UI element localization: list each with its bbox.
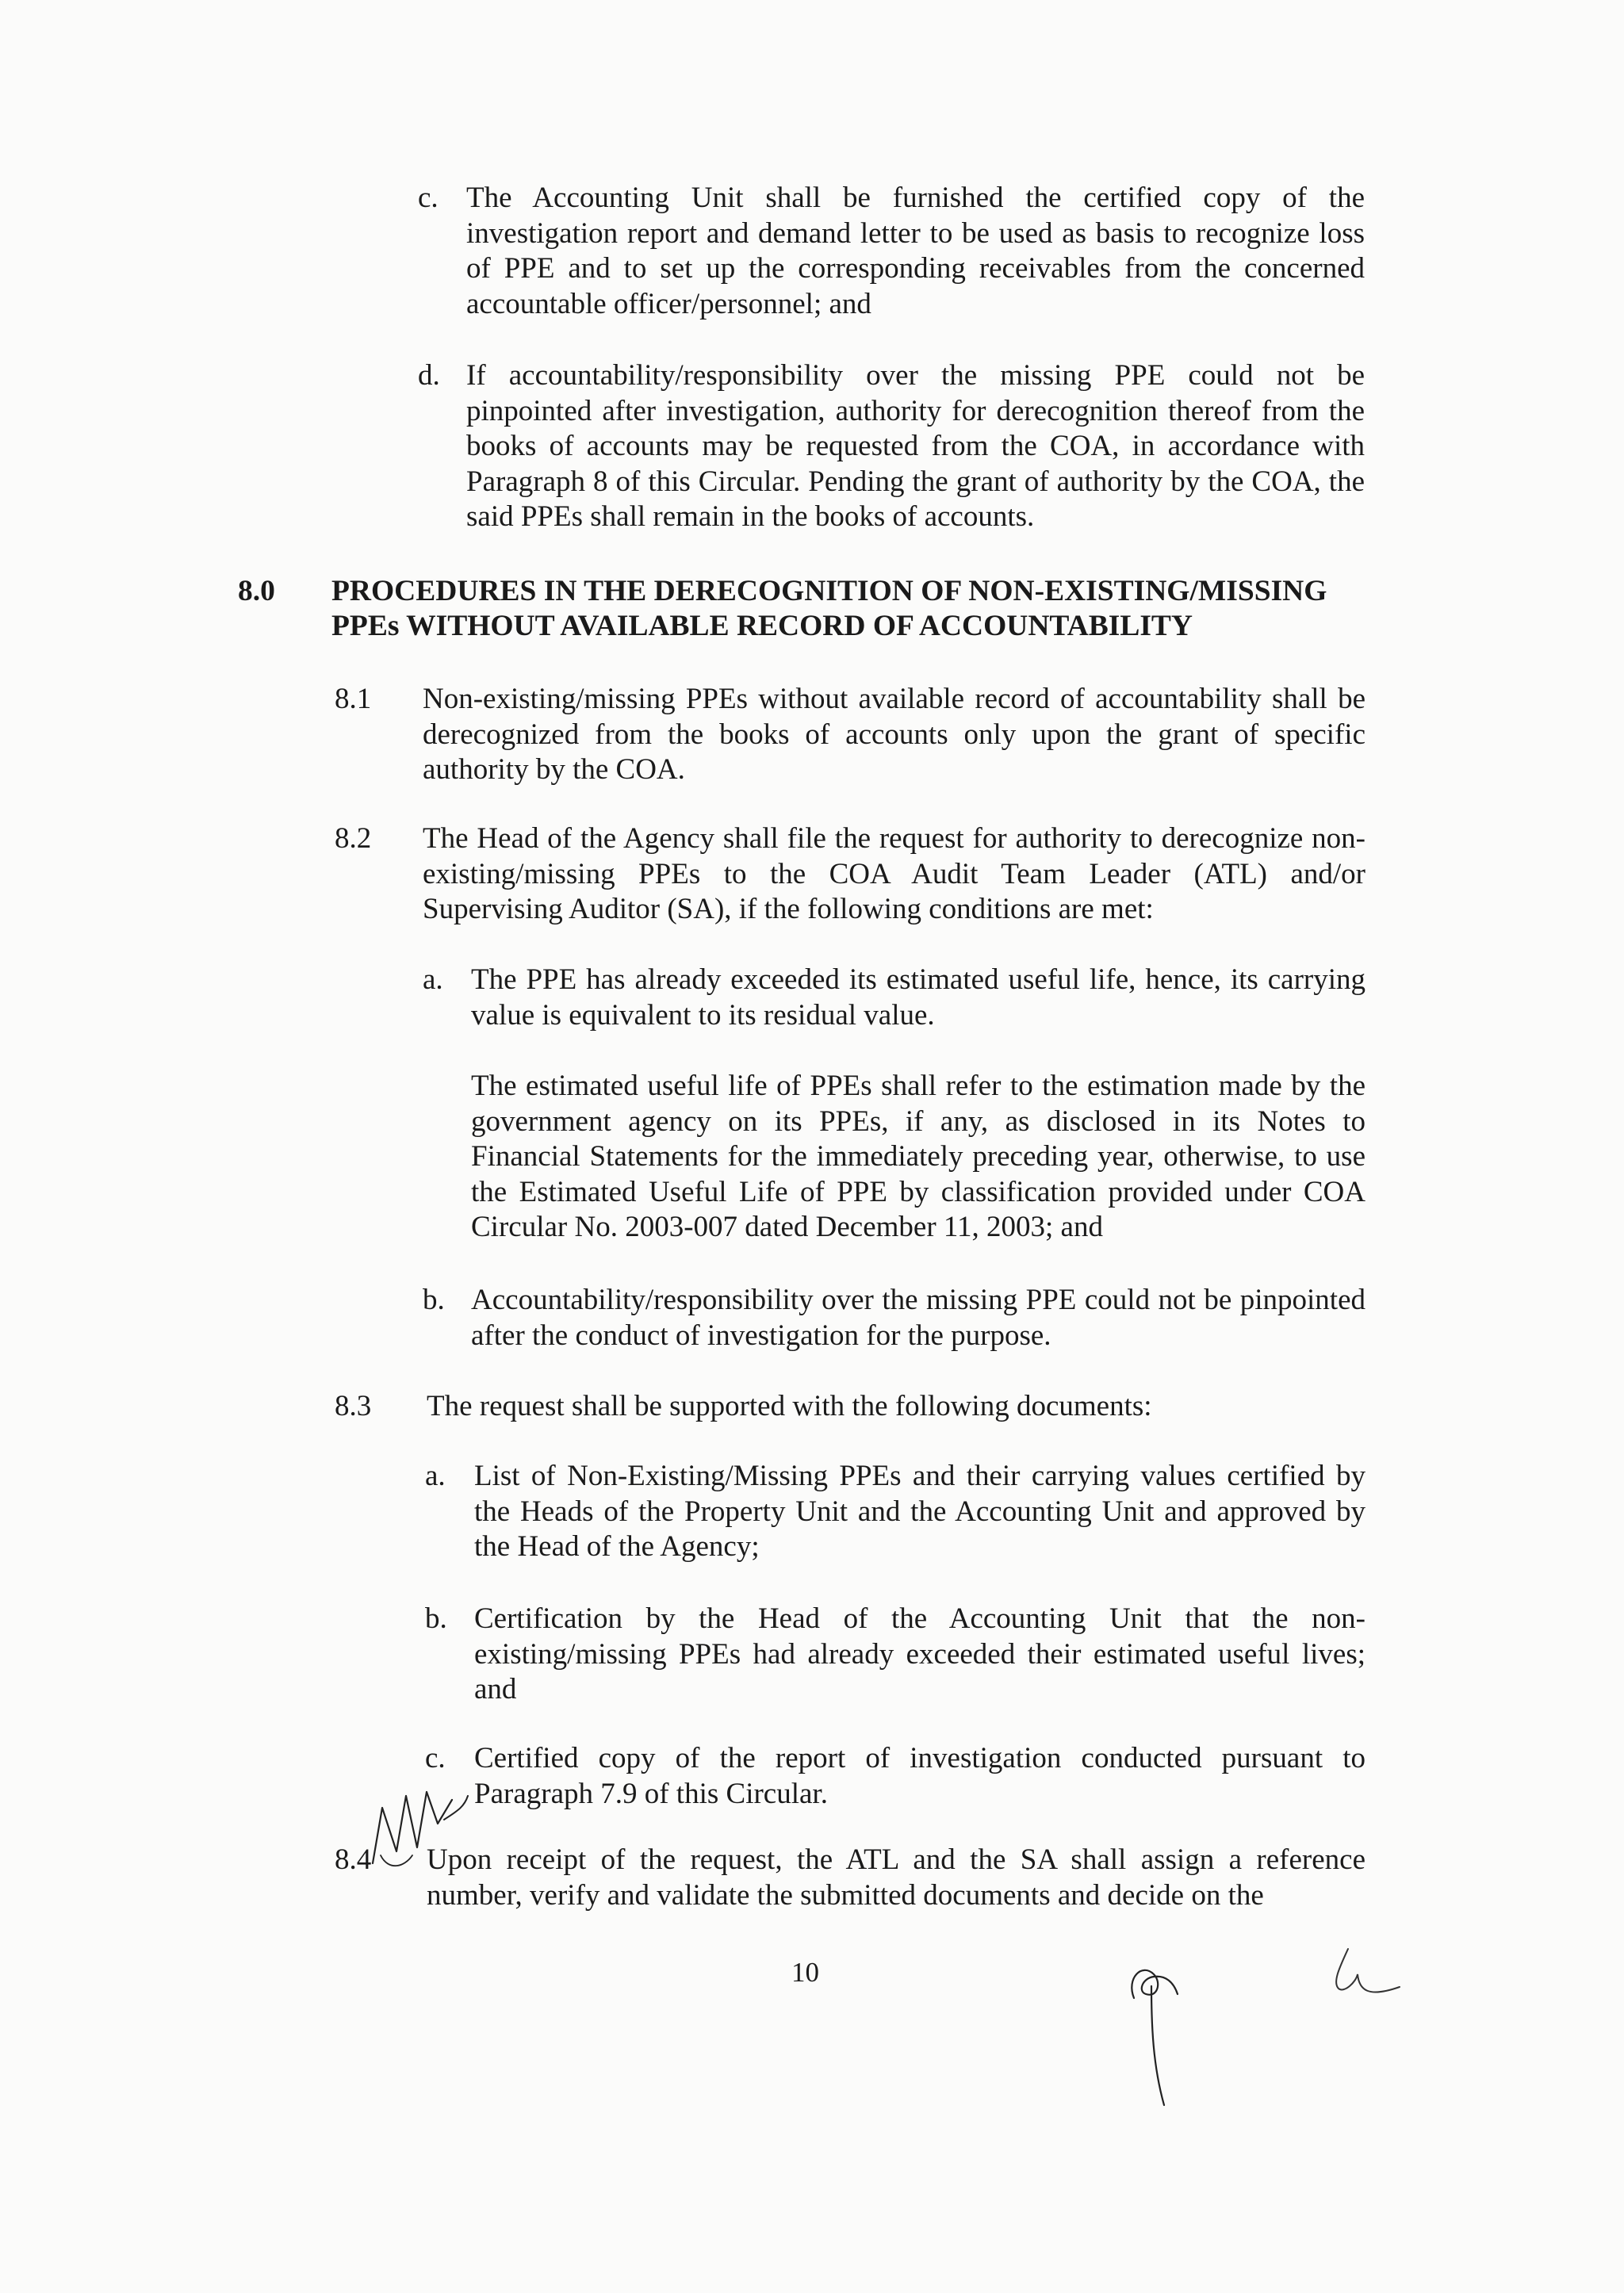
- paragraph-8-1: [423, 682, 1365, 788]
- item-8-3-b: [474, 1602, 1365, 1708]
- item-label: b.: [423, 1284, 445, 1316]
- section-title: PROCEDURES IN THE DERECOGNITION OF NON-EXISTING/MISSING PPEs WITHOUT AVAILABLE RECORD OF ACCOUNTABILITY: [331, 575, 1327, 642]
- item-text: Certified copy of the report of investigation conducted pursuant to Paragraph 7.9 of this Circular.: [474, 1742, 1365, 1810]
- item-text: Accountability/responsibility over the missing PPE could not be pinpointed after the conduct of investigation for the purpose.: [471, 1284, 1365, 1352]
- paragraph-text: Non-existing/missing PPEs without available record of accountability shall be derecognized from the books of accounts only upon the grant of specific authority by the COA.: [423, 683, 1365, 786]
- handwritten-initials: [365, 1776, 476, 1883]
- paragraph-number: 8.2: [335, 822, 372, 855]
- item-7d: [466, 358, 1365, 535]
- section-number: 8.0: [238, 575, 275, 607]
- item-label: a.: [423, 963, 443, 996]
- item-text: List of Non-Existing/Missing PPEs and their carrying values certified by the Heads of the Property Unit and the Accounting Unit and approved by the Head of the Agency;: [474, 1460, 1365, 1563]
- paragraph-8-4: [427, 1843, 1365, 1913]
- handwritten-initial: [1324, 1943, 1411, 2010]
- item-label: d.: [418, 359, 440, 392]
- paragraph-number: 8.1: [335, 683, 372, 715]
- item-8-3-a: [474, 1459, 1365, 1565]
- item-8-2-a-note: [471, 1069, 1365, 1246]
- paragraph-text: Upon receipt of the request, the ATL and the SA shall assign a reference number, verify and validate the submitted documents and decide on the: [427, 1843, 1365, 1912]
- paragraph-text: The request shall be supported with the following documents:: [427, 1390, 1152, 1422]
- handwritten-signature: [1118, 1954, 1189, 2117]
- paragraph-number: 8.3: [335, 1390, 372, 1422]
- item-label: a.: [425, 1460, 446, 1492]
- section-heading: [331, 574, 1370, 644]
- item-label: c.: [418, 182, 439, 214]
- paragraph-number: 8.4: [335, 1843, 372, 1876]
- item-label: b.: [425, 1602, 447, 1635]
- item-7c: [466, 181, 1365, 322]
- paragraph-8-3: [427, 1389, 1365, 1425]
- item-8-2-b: [471, 1283, 1365, 1353]
- item-text: The Accounting Unit shall be furnished the certified copy of the investigation report and demand letter to be used as basis to recognize loss of PPE and to set up the corresponding receivables from the concerned accountable officer/personnel; and: [466, 182, 1365, 320]
- paragraph-text: The Head of the Agency shall file the request for authority to derecognize non-existing/missing PPEs to the COA Audit Team Leader (ATL) and/or Supervising Auditor (SA), if the following conditions are met:: [423, 822, 1365, 925]
- item-text: The PPE has already exceeded its estimated useful life, hence, its carrying value is equivalent to its residual value.: [471, 963, 1365, 1032]
- item-8-2-a: [471, 963, 1365, 1033]
- item-text: If accountability/responsibility over the missing PPE could not be pinpointed after investigation, authority for derecognition thereof from the books of accounts may be requested from the COA, in accordance with Paragraph 8 of this Circular. Pending the grant of authority by the COA, the said PPEs shall remain in the books of accounts.: [466, 359, 1365, 533]
- item-note: The estimated useful life of PPEs shall refer to the estimation made by the government agency on its PPEs, if any, as disclosed in its Notes to Financial Statements for the immediately preceding year, otherwise, to use the Estimated Useful Life of PPE by classification provided under COA Circular No. 2003-007 dated December 11, 2003; and: [471, 1070, 1365, 1243]
- item-label: c.: [425, 1742, 446, 1774]
- item-8-3-c: [474, 1741, 1365, 1812]
- page-number: 10: [791, 1957, 819, 1988]
- paragraph-8-2: [423, 821, 1365, 928]
- item-text: Certification by the Head of the Accounting Unit that the non-existing/missing PPEs had already exceeded their estimated useful lives; and: [474, 1602, 1365, 1705]
